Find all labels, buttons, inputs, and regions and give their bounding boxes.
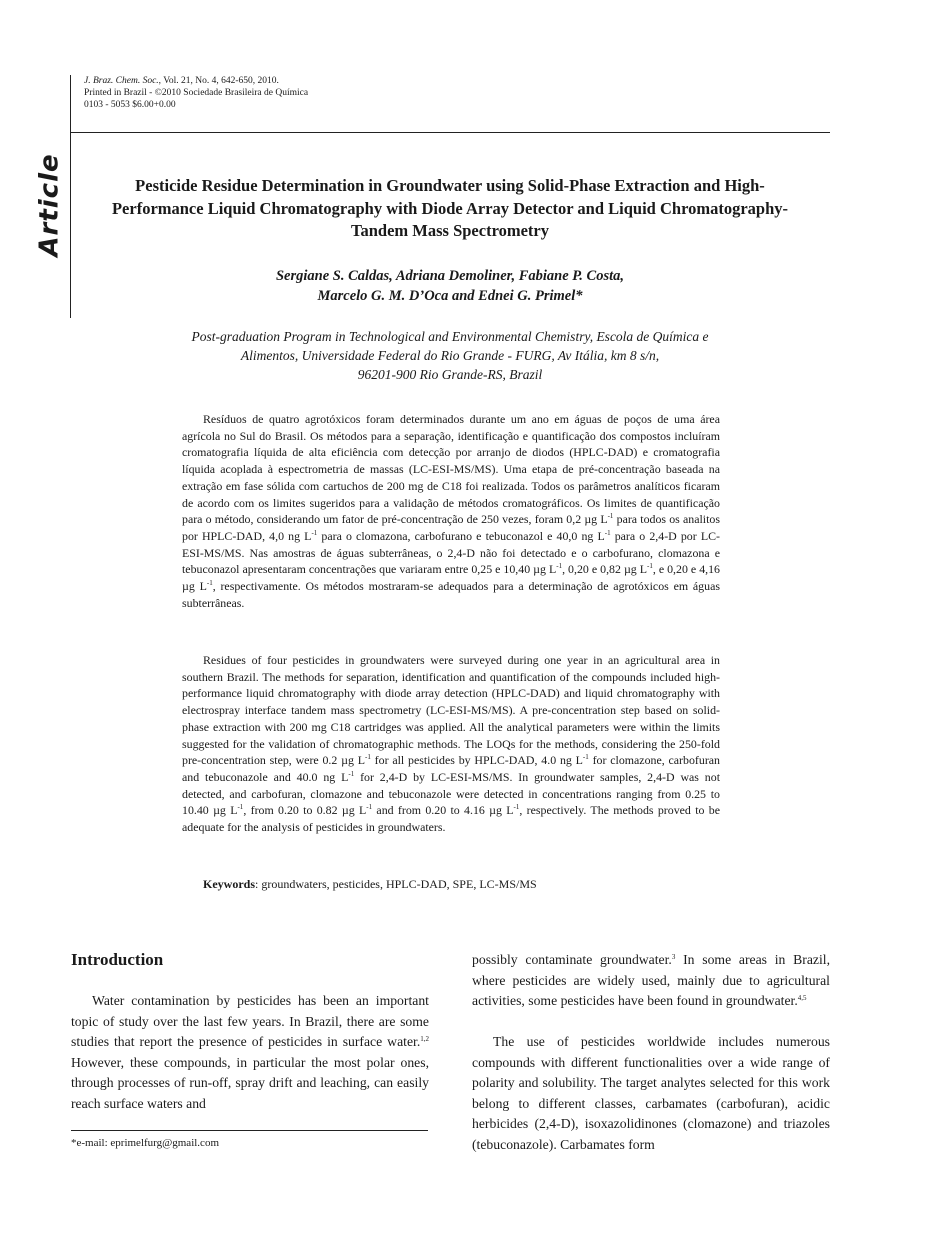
section-label: [30, 150, 70, 260]
superscript: -1: [582, 753, 589, 762]
citation-line: [84, 75, 308, 87]
superscript: -1: [311, 528, 318, 537]
abstract-pt-text: , respectivamente. Os métodos mostraram-se adequados para a determinação de agrotóxicos em águas subterrâneas.: [182, 579, 720, 610]
superscript: -1: [604, 528, 611, 537]
abstract-portuguese: [182, 411, 720, 611]
footnote-email: *e-mail: eprimelfurg@gmail.com: [71, 1137, 219, 1149]
abstract-english: [182, 652, 720, 836]
abstract-en-text: for all pesticides by HPLC-DAD, 4.0 ng L: [370, 753, 583, 768]
abstract-pt-text: , e 0,20 e 4,16 µg L: [182, 562, 721, 594]
superscript: -1: [237, 803, 244, 812]
section-label-text: Article: [35, 153, 65, 257]
journal-citation: , Vol. 21, No. 4, 642-650, 2010.: [158, 76, 279, 86]
abstract-en-text: , from 0.20 to 0.82 µg L: [243, 803, 367, 818]
abstract-pt-text: para o clomazona, carbofurano e tebuconazol e 40,0 ng L: [317, 528, 605, 543]
citation-ref: 1,2: [420, 1035, 429, 1043]
affiliation-line-3: 96201-900 Rio Grande-RS, Brazil: [357, 367, 543, 382]
superscript: -1: [366, 803, 373, 812]
abstract-pt-text: para o 2,4-D por LC-ESI-MS/MS. Nas amostras de águas subterrâneas, o 2,4-D não foi detectado e o carbofurano, clomazona e tebuconazol apresentaram concentrações que variaram entre 0,25 e 10,40 µg L: [182, 528, 720, 577]
body-text: However, these compounds, in particular the most polar ones, through processes of run-off, spray drift and leaching, can easily reach surface waters and: [71, 1054, 429, 1111]
journal-name: J. Braz. Chem. Soc.: [84, 76, 159, 86]
abstract-pt-text: para todos os analitos por HPLC-DAD, 4,0 ng L: [182, 512, 720, 543]
journal-header: [84, 75, 308, 111]
keywords-list: : groundwaters, pesticides, HPLC-DAD, SPE, LC-MS/MS: [255, 877, 537, 891]
superscript: -1: [556, 562, 563, 571]
abstract-en-text: and from 0.20 to 4.16 µg L: [372, 803, 514, 818]
abstract-pt-text: , 0,20 e 0,82 µg L: [562, 562, 648, 577]
introduction-left-column: [71, 991, 429, 1114]
printed-line: Printed in Brazil - ©2010 Sociedade Brasileira de Química: [84, 88, 309, 98]
introduction-right-column-p2: The use of pesticides worldwide includes numerous compounds with different functionalities over a wide range of polarity and solubility. The target analytes selected for this work belong to different classes, carbamates (carbofuran), acidic herbicides (2,4-D), isoxazolidinones (clomazone) and triazoles (tebuconazole). Carbamates form: [472, 1034, 830, 1152]
abstract-pt-text: Resíduos de quatro agrotóxicos foram determinados durante um ano em águas de poços de uma área agrícola no Sul do Brasil. Os métodos para a separação, identificação e quantificação dos compostos incluíram cromatografia líquida de alta eficiência com detecção por arranjo de diodos (HPLC-DAD) e cromatografia líquida acoplada à espectrometria de massas (LC-ESI-MS/MS). Uma etapa de pré-concentração baseada na extração em fase sólida com cartuchos de 200 mg de C18 foi realizada. Todos os parâmetros analíticos ficaram de acordo com os limites sugeridos para a validação de métodos cromatográficos. Os limites de quantificação para o método, considerando um fator de pré-concentração de 250 vezes, foram 0,2 µg L: [182, 412, 720, 527]
keywords: [203, 876, 537, 892]
authors-line-1: Sergiane S. Caldas, Adriana Demoliner, Fabiane P. Costa,: [275, 268, 625, 284]
body-text: In some areas in Brazil, where pesticides are widely used, mainly due to agricultural activities, some pesticides have been found in groundwater.: [472, 952, 830, 1008]
introduction-right-column-p1: [472, 950, 830, 1012]
keywords-label: Keywords: [203, 877, 255, 891]
superscript: -1: [607, 512, 614, 521]
header-vertical-rule: [70, 75, 71, 318]
abstract-en-text: , respectively. The methods proved to be adequate for the analysis of pesticides in groundwaters.: [182, 803, 720, 835]
citation-ref: 3: [671, 953, 676, 961]
paper-title: Pesticide Residue Determination in Groundwater using Solid-Phase Extraction and High-Performance Liquid Chromatography with Diode Array Detector and Liquid Chromatography-Tandem Mass Spectrometry: [111, 176, 789, 240]
abstract-en-text: for clomazone, carbofuran and tebuconazole and 40.0 ng L: [182, 753, 721, 784]
abstract-en-text: Residues of four pesticides in groundwaters were surveyed during one year in an agricultural area in southern Brazil. The methods for separation, identification and quantification of the compounds included high-performance liquid chromatography with diode array detection (HPLC-DAD) and liquid chromatography with electrospray interface tandem mass spectrometry (LC-ESI-MS/MS). A pre-concentration step based on solid-phase extraction with 200 mg C18 cartridges was applied. All the analytical parameters were within the limits suggested for the validation of chromatographic methods. The LOQs for the methods, considering the 250-fold pre-concentration step, were 0.2 µg L: [182, 653, 720, 768]
citation-ref: 4,5: [797, 994, 807, 1002]
superscript: -1: [513, 803, 520, 812]
authors-line-2: Marcelo G. M. D’Oca and Ednei G. Primel*: [317, 288, 583, 304]
superscript: -1: [348, 769, 355, 778]
issn-line: 0103 - 5053 $6.00+0.00: [84, 100, 176, 110]
introduction-heading: Introduction: [71, 950, 164, 969]
header-horizontal-rule: [70, 132, 830, 133]
body-text: possibly contaminate groundwater.: [472, 952, 672, 967]
superscript: -1: [647, 562, 653, 571]
affiliation-line-2: Alimentos, Universidade Federal do Rio Grande - FURG, Av Itália, km 8 s/n,: [240, 348, 660, 363]
footnote-rule: [71, 1130, 428, 1131]
superscript: -1: [206, 579, 213, 588]
abstract-en-text: for 2,4-D by LC-ESI-MS/MS. In groundwater samples, 2,4-D was not detected, and carbofuran, clomazone and tebuconazole were detected in concentrations ranging from 0.25 to 10.40 µg L: [182, 769, 720, 818]
superscript: -1: [365, 753, 371, 762]
body-text: Water contamination by pesticides has been an important topic of study over the last few years. In Brazil, there are some studies that report the presence of pesticides in surface water.: [71, 993, 429, 1049]
affiliation-line-1: Post-graduation Program in Technological and Environmental Chemistry, Escola de Química e: [191, 329, 709, 344]
